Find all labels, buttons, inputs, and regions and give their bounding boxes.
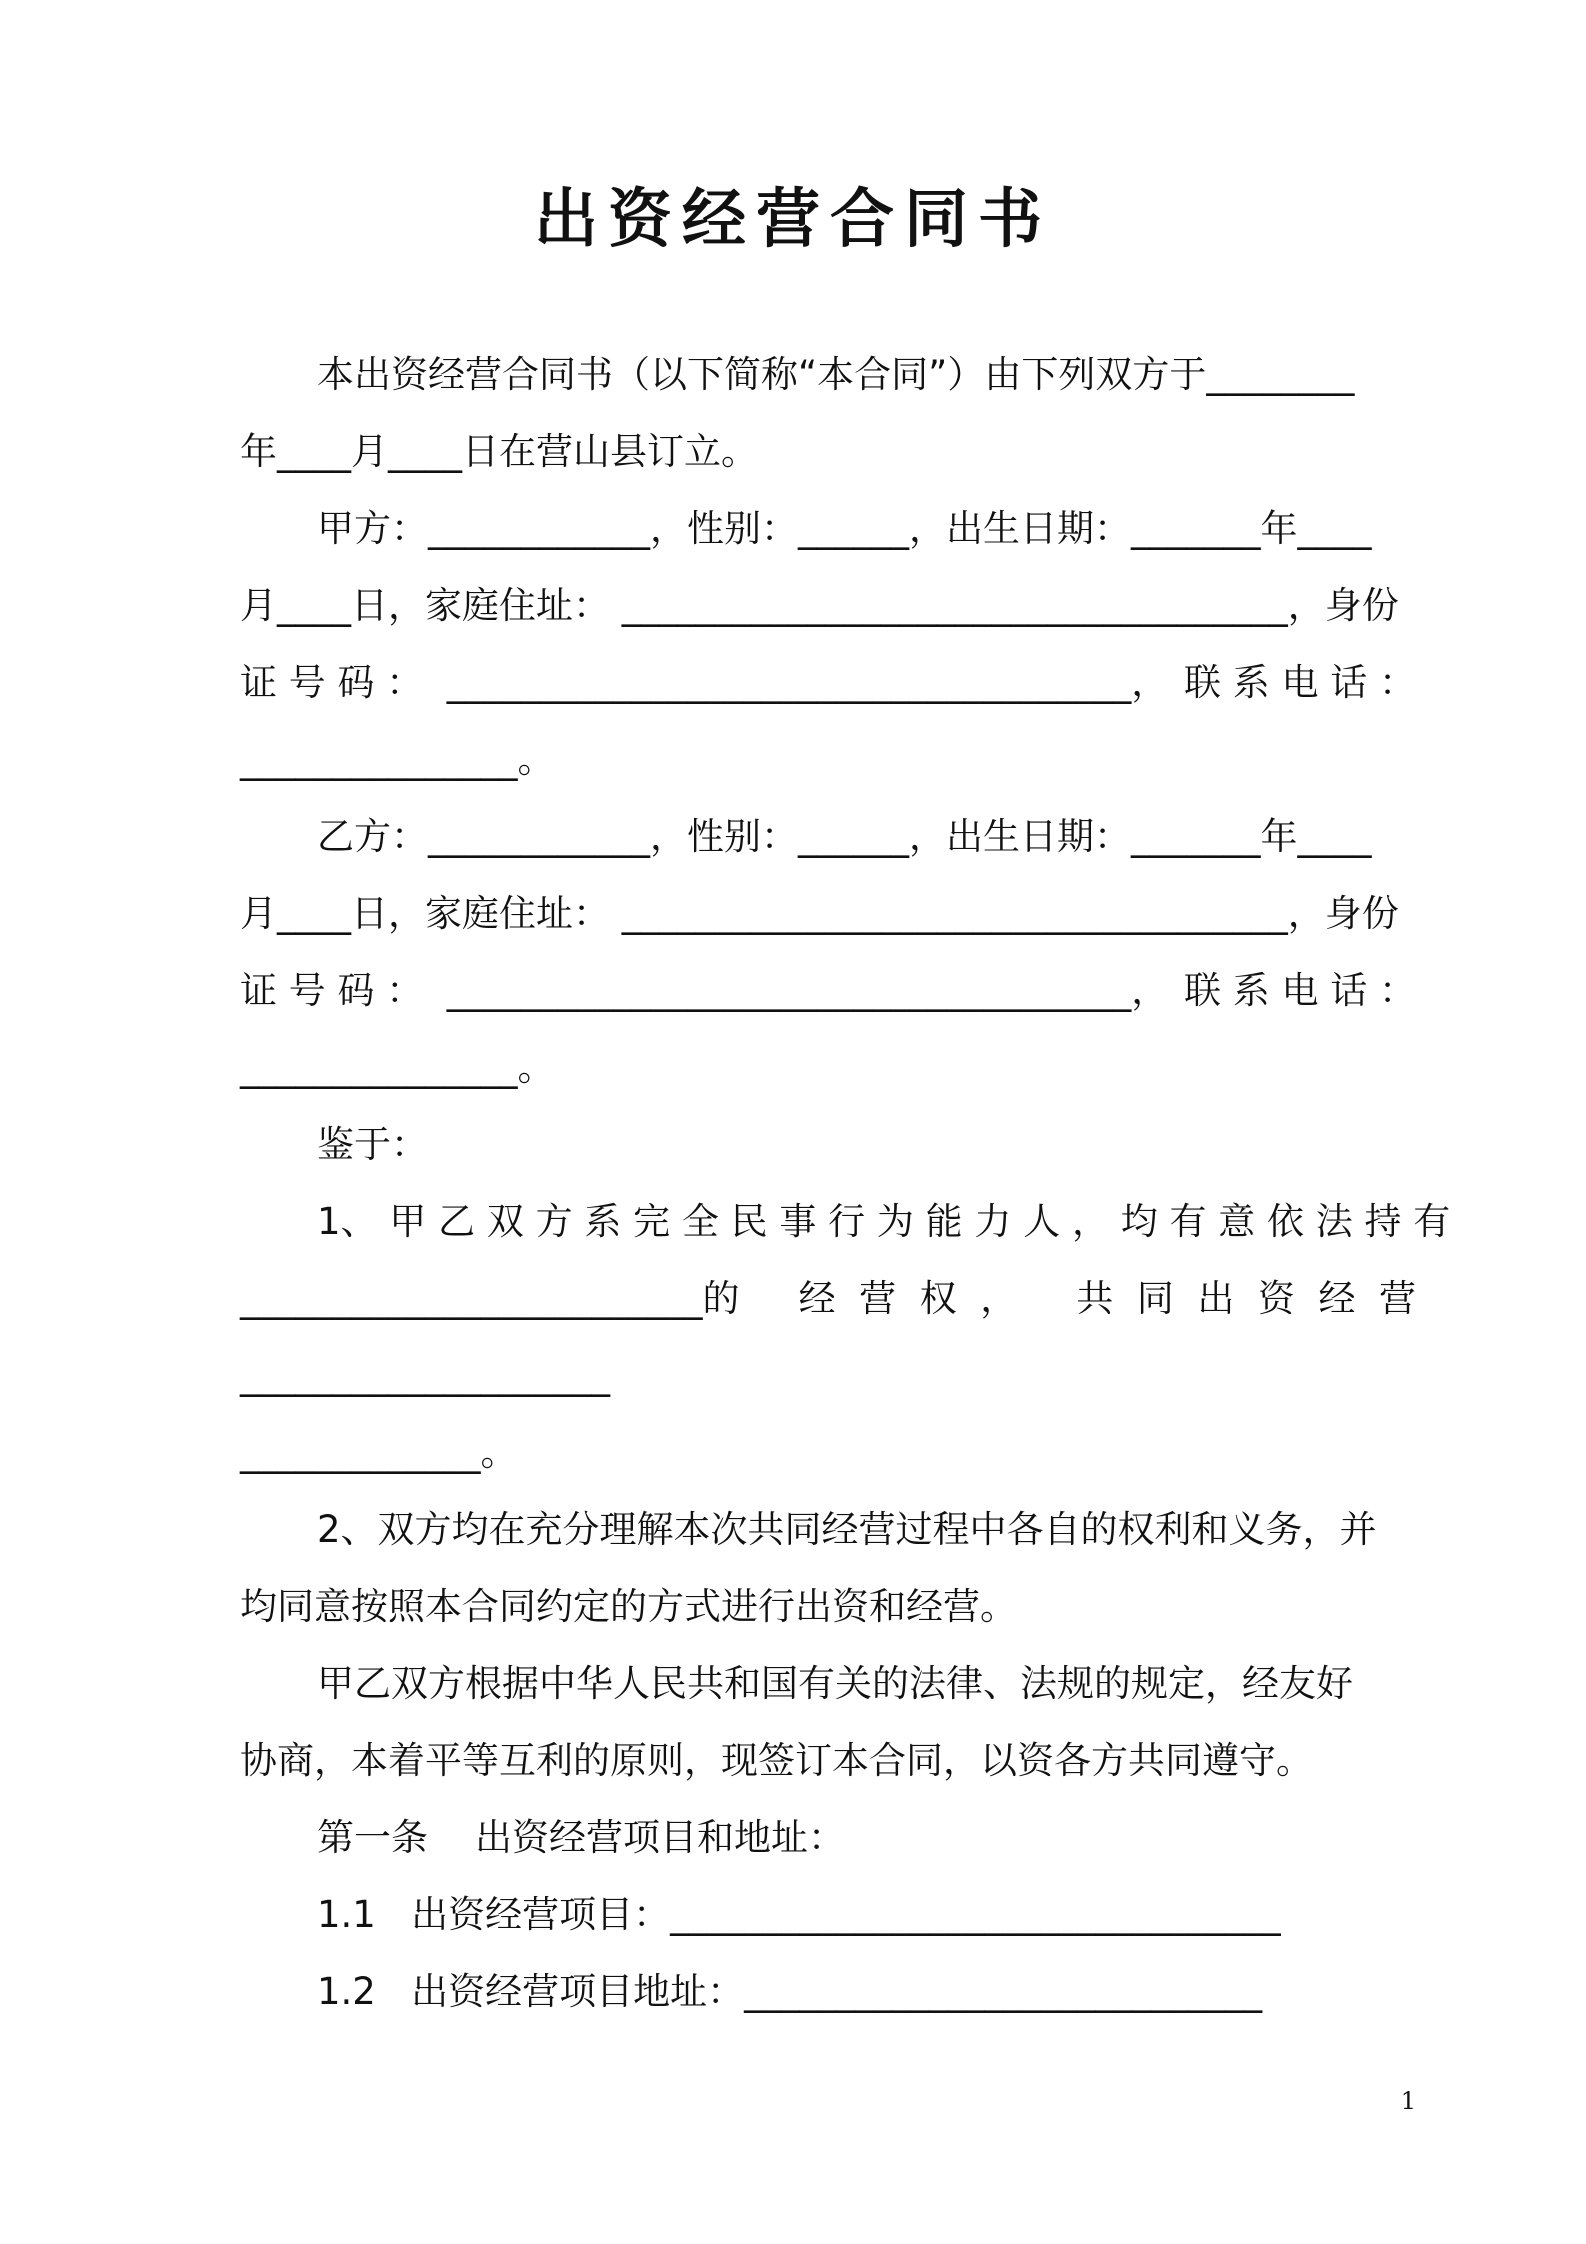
party-b-phone-label: 联 系 电 话 ：: [1183, 969, 1416, 1012]
whereas-item-1-line-1: 1、 甲 乙 双 方 系 完 全 民 事 行 为 能 力 人 ， 均 有 意 依 法 持 有: [317, 1200, 1451, 1243]
party-b-line-2: 月____日，家庭住址： ____________________________________，身份: [240, 892, 1399, 935]
party-b-line-3: [240, 961, 1416, 1021]
whereas-item-1-blank: _________________________的: [240, 1277, 740, 1320]
intro-line-2: 年____月____日在营山县订立。: [240, 430, 758, 473]
whereas-heading: 鉴于：: [317, 1123, 428, 1166]
party-b-line-1: 乙方：____________，性别：______，出生日期：_______年____: [317, 815, 1372, 858]
agreement-line-1: 甲乙双方根据中华人民共和国有关的法律、法规的规定，经友好: [317, 1662, 1353, 1705]
intro-line-1: 本出资经营合同书（以下简称“本合同”）由下列双方于________: [317, 353, 1355, 396]
party-a-line-3: [240, 653, 1416, 713]
whereas-item-1-middle: 经 营 权 ，: [798, 1277, 1018, 1320]
whereas-item-1-line-4: _____________。: [240, 1431, 518, 1474]
whereas-item-1-line-2: [240, 1269, 1416, 1329]
party-a-line-2: 月____日，家庭住址： ____________________________________，身份: [240, 584, 1399, 627]
whereas-item-2-line-2: 均同意按照本合同约定的方式进行出资和经营。: [240, 1585, 1017, 1628]
party-a-phone-label: 联 系 电 话 ：: [1183, 661, 1416, 704]
agreement-line-2: 协商，本着平等互利的原则，现签订本合同，以资各方共同遵守。: [240, 1739, 1313, 1782]
party-a-id-label: 证 号 码 ： _____________________________________，: [240, 661, 1169, 704]
article-1-item-1-1: 1.1 出资经营项目：_________________________________: [317, 1893, 1281, 1936]
article-1-item-1-2: 1.2 出资经营项目地址：____________________________: [317, 1970, 1263, 2013]
document-title: 出资经营合同书: [534, 183, 1052, 257]
party-a-line-1: 甲方：____________，性别：______，出生日期：_______年____: [317, 507, 1372, 550]
whereas-item-2-line-1: 2、双方均在充分理解本次共同经营过程中各自的权利和义务，并: [317, 1508, 1377, 1551]
party-a-line-4: _______________。: [240, 738, 555, 781]
party-b-line-4: _______________。: [240, 1046, 555, 1089]
page-number: 1: [1400, 2087, 1416, 2115]
whereas-item-1-line-3: ____________________: [240, 1354, 610, 1397]
party-b-id-label: 证 号 码 ： _____________________________________，: [240, 969, 1169, 1012]
whereas-item-1-right: 共 同 出 资 经 营: [1076, 1277, 1416, 1320]
article-1-heading: 第一条 出资经营项目和地址：: [317, 1816, 846, 1859]
